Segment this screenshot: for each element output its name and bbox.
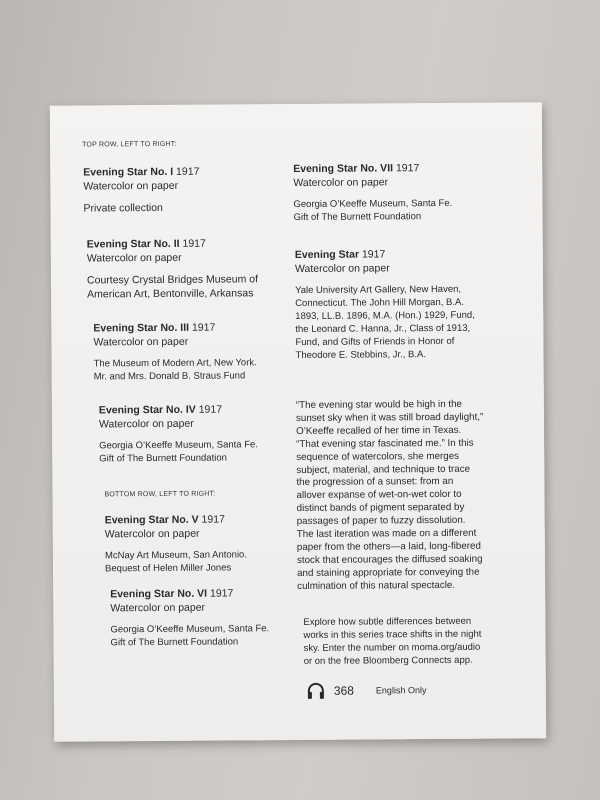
work-entry-5: [105, 512, 247, 575]
description-line: subject, material, and technique to trace: [296, 463, 471, 476]
description-line: The last iteration was made on a different: [296, 527, 477, 541]
work-entry-7: [293, 161, 452, 224]
work-year: 1917: [198, 403, 223, 416]
work-medium: Watercolor on paper: [104, 527, 200, 541]
audio-text-line: sky. Enter the number on moma.org/audio: [303, 641, 481, 654]
work-title: Evening Star: [294, 248, 360, 262]
museum-wall-label: [50, 102, 546, 741]
work-credit: [295, 283, 475, 362]
work-entry-4: [99, 402, 258, 465]
description-line: stock that encourages the diffused soaking: [296, 553, 483, 566]
work-entry-6: [110, 586, 269, 649]
work-medium: Watercolor on paper: [293, 176, 389, 190]
work-year: 1917: [209, 587, 234, 600]
audio-guide-row: [306, 681, 427, 700]
description-line: sequence of watercolors, she merges: [296, 450, 460, 463]
work-credit-line-2: Gift of The Burnett Foundation: [293, 211, 422, 224]
work-year: 1917: [201, 513, 225, 526]
work-year: 1917: [395, 162, 420, 175]
top-row-header: TOP ROW, LEFT TO RIGHT:: [82, 140, 177, 149]
work-credit-line-2: American Art, Bentonville, Arkansas: [87, 287, 254, 301]
work-entry-3: [93, 320, 257, 383]
work-credit-line-1: Georgia O’Keeffe Museum, Santa Fe.: [99, 439, 258, 452]
description-text: [296, 399, 485, 594]
work-entry-2: [87, 236, 258, 301]
work-credit-line-1: Courtesy Crystal Bridges Museum of: [86, 273, 259, 287]
work-credit-line-2: Mr. and Mrs. Donald B. Straus Fund: [93, 370, 246, 383]
work-credit-line-1: Georgia O’Keeffe Museum, Santa Fe.: [293, 197, 453, 211]
work-credit-line-2: Gift of The Burnett Foundation: [99, 452, 227, 465]
work-credit: Private collection: [83, 201, 163, 215]
work-title: Evening Star No. IV: [98, 403, 196, 417]
description-line: culmination of this natural spectacle.: [297, 579, 456, 592]
work-year: 1917: [175, 165, 200, 178]
audio-text-line: or on the free Bloomberg Connects app.: [303, 654, 473, 667]
description-line: passages of paper to fuzzy dissolution.: [296, 514, 466, 528]
language-note: English Only: [375, 685, 427, 696]
audio-text-line: Explore how subtle differences between: [303, 615, 472, 628]
work-credit-line-1: Georgia O’Keeffe Museum, Santa Fe.: [110, 623, 270, 636]
work-title: Evening Star No. V: [104, 513, 199, 527]
description-line: and staining appropriate for conveying the: [297, 566, 480, 579]
work-title: Evening Star No. VI: [110, 587, 208, 601]
work-credit-line-2: Bequest of Helen Miller Jones: [104, 562, 232, 575]
audio-guide-text: [303, 615, 481, 668]
work-title: Evening Star No. II: [86, 237, 180, 251]
headphones-icon: [306, 682, 326, 700]
work-medium: Watercolor on paper: [98, 417, 194, 431]
description-line: paper from the others—a laid, long-fibered: [296, 540, 481, 553]
audio-stop-number: 368: [333, 683, 354, 698]
work-medium: Watercolor on paper: [83, 179, 179, 193]
work-credit-line-1: McNay Art Museum, San Antonio.: [104, 549, 248, 562]
description-line: “That evening star fascinated me.” In this: [296, 437, 474, 450]
work-title: Evening Star No. VII: [293, 162, 394, 176]
work-entry-1: [83, 165, 199, 216]
description-line: O’Keeffe recalled of her time in Texas.: [296, 424, 462, 437]
work-credit-line-2: Connecticut. The John Hill Morgan, B.A.: [295, 296, 465, 310]
description-line: “The evening star would be high in the: [295, 398, 463, 412]
bottom-row-header: BOTTOM ROW, LEFT TO RIGHT:: [104, 490, 216, 499]
work-medium: Watercolor on paper: [93, 335, 189, 349]
work-credit-line-3: 1893, LL.B. 1896, M.A. (Hon.) 1929, Fund,: [295, 309, 475, 323]
work-year: 1917: [361, 248, 386, 261]
work-credit-line-5: Fund, and Gifts of Friends in Honor of: [295, 335, 455, 349]
work-year: 1917: [182, 237, 206, 250]
audio-text-line: works in this series trace shifts in the night: [303, 628, 482, 641]
work-credit-line-1: Yale University Art Gallery, New Haven,: [295, 283, 462, 297]
work-medium: Watercolor on paper: [86, 251, 182, 265]
work-entry-8: [295, 247, 475, 362]
work-medium: Watercolor on paper: [110, 601, 206, 615]
description-line: allover expanse of wet-on-wet color to: [296, 489, 462, 502]
work-credit-line-1: The Museum of Modern Art, New York.: [93, 357, 257, 370]
description-line: the progression of a sunset: from an: [296, 476, 454, 489]
work-credit-line-4: the Leonard C. Hanna, Jr., Class of 1913,: [295, 322, 471, 336]
work-credit-line-6: Theodore E. Stebbins, Jr., B.A.: [295, 349, 427, 362]
work-medium: Watercolor on paper: [294, 262, 390, 276]
work-title: Evening Star No. I: [83, 165, 174, 179]
work-year: 1917: [191, 321, 216, 334]
work-title: Evening Star No. III: [93, 321, 190, 335]
description-line: sunset sky when it was still broad daylight,”: [295, 411, 484, 424]
work-credit-line-2: Gift of The Burnett Foundation: [110, 636, 239, 649]
description-line: distinct bands of pigment separated by: [296, 502, 465, 515]
